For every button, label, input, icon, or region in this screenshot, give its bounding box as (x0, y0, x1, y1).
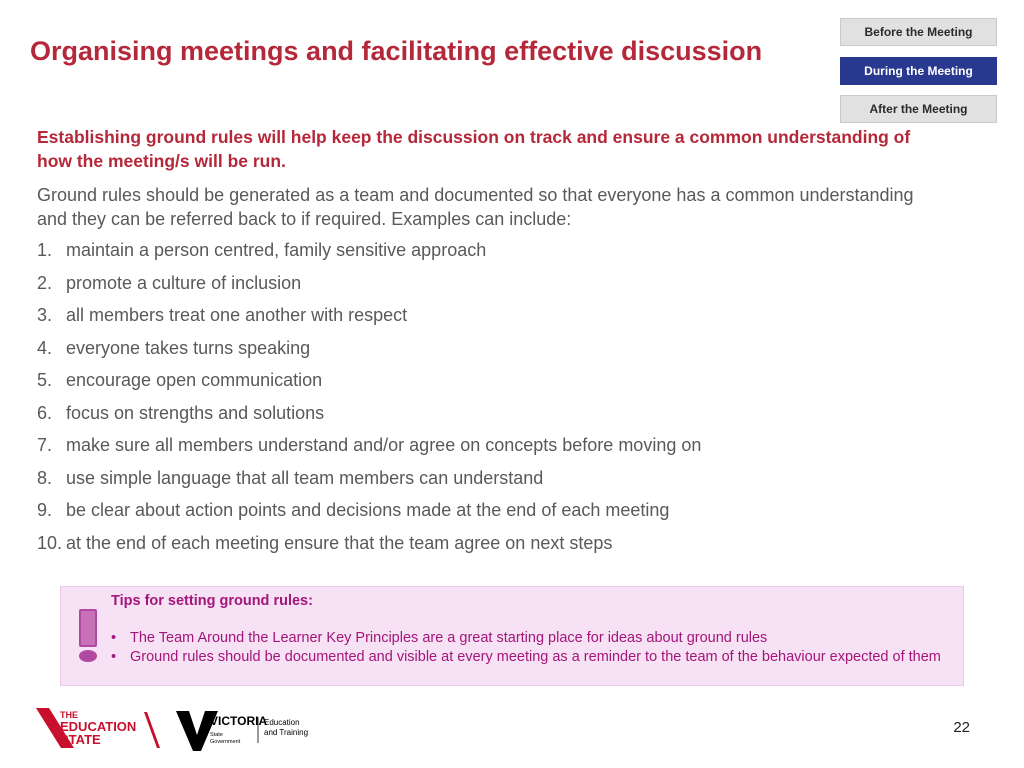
list-item (111, 629, 956, 648)
logo-text-government: Government (210, 739, 241, 745)
list-item-number: 5. (37, 370, 53, 390)
tips-callout (60, 586, 964, 686)
list-item (111, 648, 956, 667)
list-item (37, 401, 937, 434)
list-item-text: encourage open communication (66, 370, 323, 390)
list-item-number: 4. (37, 337, 53, 358)
logo-text-education: EDUCATION (60, 719, 137, 734)
logo-text-state: STATE (60, 732, 101, 747)
logo-text-the: THE (60, 710, 78, 720)
page-title: Organising meetings and facilitating effective discussion (30, 36, 763, 66)
tip-text: Ground rules should be documented and visible at every meeting as a reminder to the team of the behaviour expected of them (130, 648, 941, 665)
logo-text-victoria: VICTORIA (210, 714, 268, 728)
list-item (37, 498, 937, 531)
victoria-government-logo (176, 707, 316, 751)
list-item-number: 2. (37, 272, 53, 293)
list-item-number: 7. (37, 435, 53, 455)
list-item-text: at the end of each meeting ensure that the team agree on next steps (66, 532, 613, 553)
tips-title: Tips for setting ground rules: (111, 593, 313, 609)
education-state-logo (36, 706, 160, 750)
logo-mark (144, 712, 160, 748)
list-item-text: use simple language that all team members can understand (66, 467, 544, 488)
body-paragraph: Ground rules should be generated as a team and documented so that everyone has a common understanding and they can be referred back to if required. Examples can include: (37, 185, 914, 229)
nav-during-meeting-button[interactable]: During the Meeting (840, 57, 997, 85)
intro-heading: Establishing ground rules will help keep the discussion on track and ensure a common understanding of how the meeting/s will be run. (37, 127, 911, 171)
logo-text-education: Education (264, 718, 300, 727)
list-item-text: all members treat one another with respect (66, 305, 408, 325)
list-item-number: 10. (37, 532, 63, 553)
list-item (37, 238, 937, 271)
nav-after-meeting-button[interactable]: After the Meeting (840, 95, 997, 123)
tip-text: The Team Around the Learner Key Principles are a great starting place for ideas about ground rules (130, 630, 768, 646)
list-item-number: 8. (37, 467, 53, 488)
list-item-text: everyone takes turns speaking (66, 337, 311, 358)
list-item (37, 303, 937, 336)
ground-rules-list (37, 238, 937, 563)
list-item (37, 336, 937, 369)
list-item-number: 3. (37, 305, 53, 325)
bullet: • (111, 630, 117, 646)
list-item-text: maintain a person centred, family sensitive approach (66, 240, 487, 260)
logo-text-training: and Training (264, 728, 309, 737)
logo-text-state: State (210, 732, 223, 738)
list-item (37, 271, 937, 304)
list-item (37, 466, 937, 499)
list-item-text: promote a culture of inclusion (66, 272, 302, 293)
list-item-text: focus on strengths and solutions (66, 402, 325, 423)
list-item-text: be clear about action points and decisions made at the end of each meeting (66, 500, 670, 520)
list-item (37, 433, 937, 466)
list-item (37, 368, 937, 401)
page-number: 22 (953, 719, 970, 736)
bullet: • (111, 648, 117, 665)
list-item-number: 6. (37, 402, 53, 423)
list-item-number: 1. (37, 240, 53, 260)
list-item-number: 9. (37, 500, 53, 520)
exclamation-icon (77, 609, 99, 663)
tips-list (111, 629, 956, 666)
nav-before-meeting-button[interactable]: Before the Meeting (840, 18, 997, 46)
list-item-text: make sure all members understand and/or agree on concepts before moving on (66, 435, 702, 455)
list-item (37, 531, 937, 564)
